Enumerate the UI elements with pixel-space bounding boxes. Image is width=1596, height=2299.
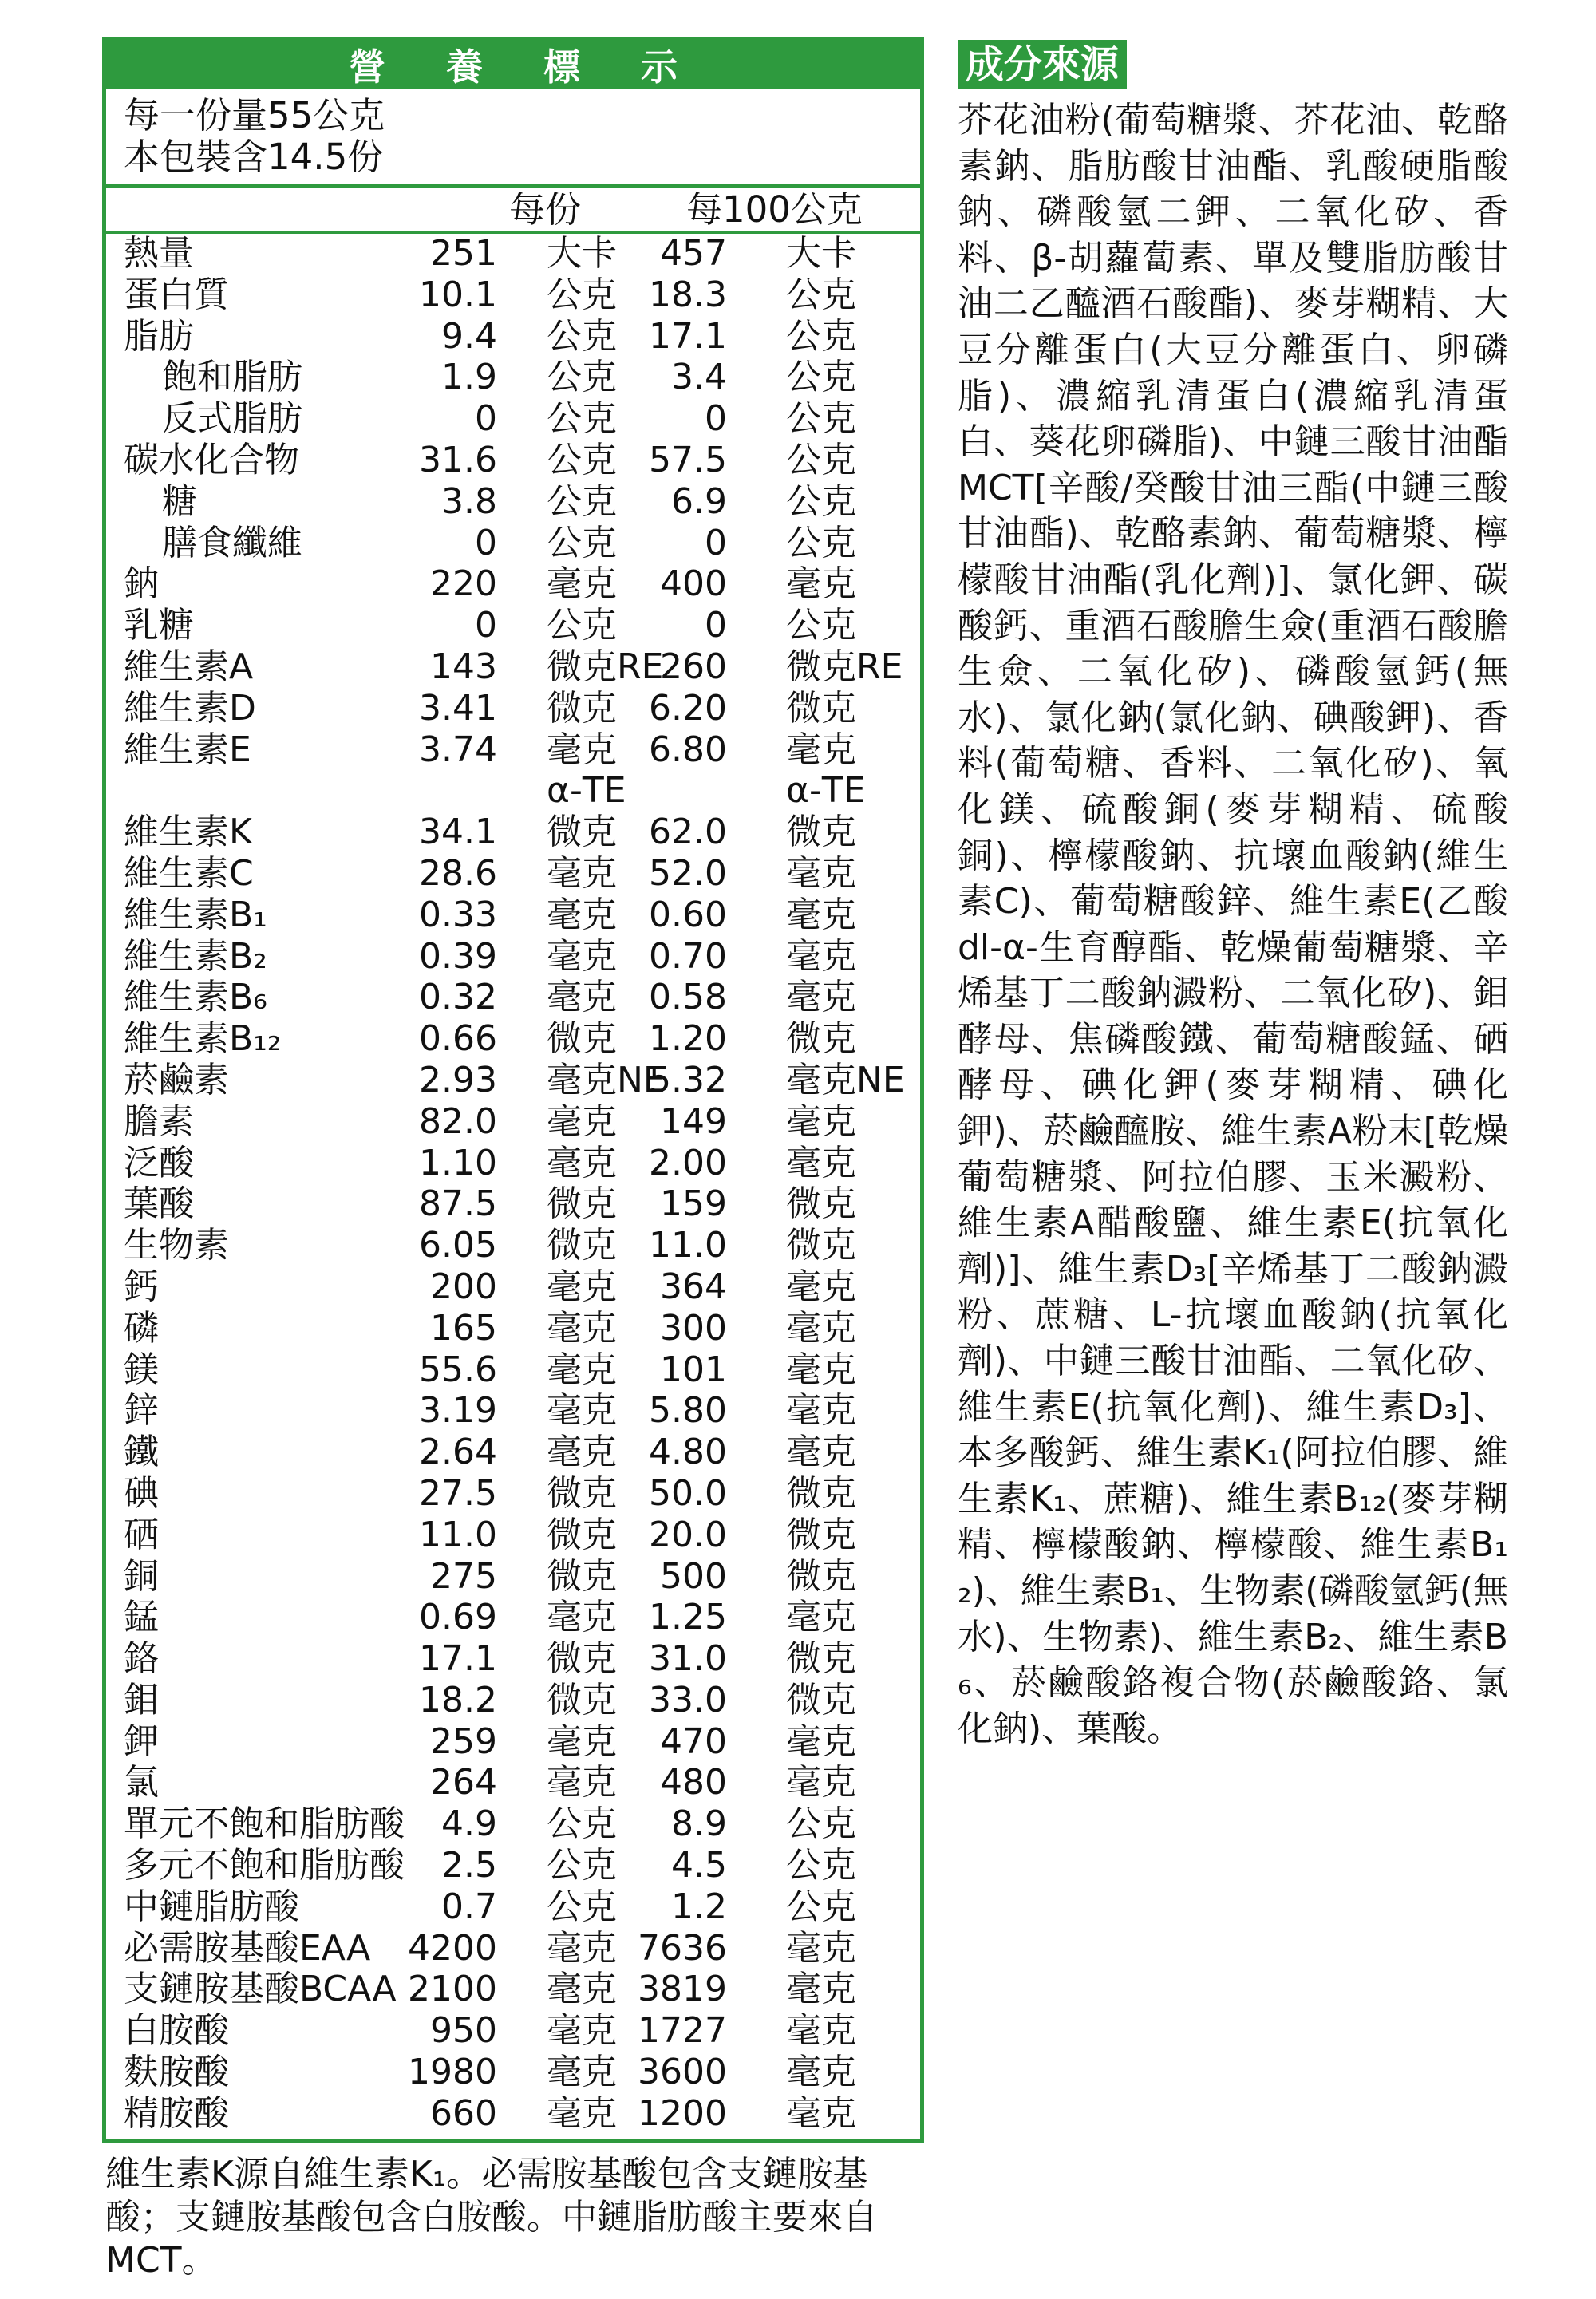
per-serving-value: 275 — [430, 1555, 497, 1597]
nutrient-label: 熱量 — [124, 233, 194, 274]
per-serving-unit: α-TE — [547, 770, 626, 812]
per-serving-value: 10.1 — [419, 274, 497, 315]
nutrition-row — [106, 1762, 920, 1803]
per-100g-value: 3.4 — [671, 357, 727, 398]
per-serving-value: 264 — [430, 1762, 497, 1803]
nutrient-label: 白胺酸 — [124, 2010, 229, 2052]
per-serving-value: 0.69 — [419, 1597, 497, 1638]
per-serving-unit: 毫克 — [547, 1432, 617, 1473]
nutrient-label: 鉀 — [124, 1720, 159, 1762]
per-serving-unit: 毫克 — [547, 729, 617, 770]
per-serving-unit: 毫克 — [547, 1142, 617, 1183]
per-100g-unit: 毫克 — [786, 1390, 856, 1432]
nutrition-row — [106, 812, 920, 853]
nutrition-row — [106, 1473, 920, 1515]
per-100g-value: 0.60 — [649, 894, 727, 935]
nutrition-row — [106, 1266, 920, 1308]
per-serving-value: 3.8 — [441, 480, 497, 522]
per-serving-unit: 毫克 — [547, 1969, 617, 2010]
per-serving-unit: 公克 — [547, 1803, 617, 1845]
nutrient-label: 硒 — [124, 1514, 159, 1555]
per-serving-unit: 毫克 — [547, 1307, 617, 1349]
nutrition-row — [106, 1432, 920, 1473]
per-100g-value: 57.5 — [649, 439, 727, 480]
per-100g-value: 4.80 — [649, 1432, 727, 1473]
nutrient-label: 鐵 — [124, 1432, 159, 1473]
nutrition-row — [106, 1018, 920, 1060]
nutrition-row — [106, 1349, 920, 1391]
per-serving-value: 28.6 — [419, 852, 497, 894]
per-100g-value: 50.0 — [649, 1472, 727, 1514]
per-serving-value: 6.05 — [419, 1225, 497, 1266]
per-100g-value: 52.0 — [649, 852, 727, 894]
nutrition-row — [106, 1803, 920, 1845]
per-serving-value: 2100 — [408, 1969, 497, 2010]
per-serving-value: 17.1 — [419, 1638, 497, 1680]
per-serving-value: 27.5 — [419, 1472, 497, 1514]
nutrition-row — [106, 853, 920, 895]
nutrient-label: 碳水化合物 — [124, 439, 299, 480]
per-serving-unit: 毫克 — [547, 2092, 617, 2134]
per-serving-value: 3.19 — [419, 1390, 497, 1432]
per-100g-unit: 毫克 — [786, 894, 856, 935]
per-100g-value: 0.58 — [649, 977, 727, 1018]
per-serving-value: 82.0 — [419, 1100, 497, 1142]
nutrient-label: 維生素B₂ — [124, 935, 267, 977]
nutrition-row — [106, 523, 920, 564]
per-100g-unit: 公克 — [786, 605, 856, 646]
per-serving-value: 220 — [430, 563, 497, 605]
per-serving-value: 251 — [430, 233, 497, 274]
per-100g-value: 0.70 — [649, 935, 727, 977]
per-100g-value: 0 — [705, 398, 727, 440]
nutrition-row — [106, 1183, 920, 1225]
per-100g-value: 11.0 — [649, 1225, 727, 1266]
per-100g-unit: 毫克 — [786, 1597, 856, 1638]
nutrition-row — [106, 1721, 920, 1763]
nutrition-row — [106, 1308, 920, 1349]
nutrient-label: 膳食纖維 — [162, 522, 302, 563]
per-serving-value: 0.33 — [419, 894, 497, 935]
per-100g-unit: 公克 — [786, 398, 856, 440]
per-100g-unit: 毫克 — [786, 2092, 856, 2134]
per-serving-value: 0.39 — [419, 935, 497, 977]
nutrition-row — [106, 1928, 920, 1969]
per-100g-value: 1.2 — [671, 1886, 727, 1927]
per-serving-value: 0 — [475, 522, 497, 563]
per-100g-value: 300 — [660, 1307, 727, 1349]
per-serving-value: 11.0 — [419, 1514, 497, 1555]
ingredients-text: 芥花油粉(葡萄糖漿、芥花油、乾酪素鈉、脂肪酸甘油酯、乳酸硬脂酸鈉、磷酸氫二鉀、二氧化矽、香料、β-胡蘿蔔素、單及雙脂肪酸甘油二乙醯酒石酸酯)、麥芽糊精、大豆分離蛋白(大豆分離蛋白、卵磷脂)、濃縮乳清蛋白(濃縮乳清蛋白、葵花卵磷脂)、中鏈三酸甘油酯MCT[辛酸/癸酸甘油三酯(中鏈三酸甘油酯)、乾酪素鈉、葡萄糖漿、檸檬酸甘油酯(乳化劑)]、氯化鉀、碳酸鈣、重酒石酸膽生僉(重酒石酸膽生僉、二氧化矽)、磷酸氫鈣(無水)、氯化鈉(氯化鈉、碘酸鉀)、香料(葡萄糖、香料、二氧化矽)、氧化鎂、硫酸銅(麥芽糊精、硫酸銅)、檸檬酸鈉、抗壞血酸鈉(維生素C)、葡萄糖酸鋅、維生素E(乙酸dl-α-生育醇酯、乾燥葡萄糖漿、辛烯基丁二酸鈉澱粉、二氧化矽)、鉬酵母、焦磷酸鐵、葡萄糖酸錳、硒酵母、碘化鉀(麥芽糊精、碘化鉀)、菸鹼醯胺、維生素A粉末[乾燥葡萄糖漿、阿拉伯膠、玉米澱粉、維生素A醋酸鹽、維生素E(抗氧化劑)]、維生素D₃[辛烯基丁二酸鈉澱粉、蔗糖、L-抗壞血酸鈉(抗氧化劑)、中鏈三酸甘油酯、二氧化矽、維生素E(抗氧化劑)、維生素D₃]、本多酸鈣、維生素K₁(阿拉伯膠、維生素K₁、蔗糖)、維生素B₁₂(麥芽糊精、檸檬酸鈉、檸檬酸、維生素B₁₂)、維生素B₁、生物素(磷酸氫鈣(無水)、生物素)、維生素B₂、維生素B₆、菸鹼酸鉻複合物(菸鹼酸鉻、氯化鈉)、葉酸。 — [958, 100, 1508, 1749]
per-serving-unit: 微克 — [547, 1638, 617, 1680]
per-100g-unit: 公克 — [786, 357, 856, 398]
nutrient-label: 乳糖 — [124, 605, 194, 646]
nutrient-label: 維生素B₁ — [124, 894, 267, 935]
per-serving-value: 143 — [430, 646, 497, 687]
per-serving-value: 660 — [430, 2092, 497, 2134]
per-serving-value: 0.32 — [419, 977, 497, 1018]
per-serving-unit: 公克 — [547, 398, 617, 440]
per-100g-unit: 毫克 — [786, 1100, 856, 1142]
nutrient-label: 維生素K — [124, 812, 252, 853]
nutrient-label: 鈉 — [124, 563, 159, 605]
per-serving-unit: 微克RE — [547, 646, 664, 687]
per-serving-value: 2.5 — [441, 1845, 497, 1886]
nutrition-row — [106, 895, 920, 936]
per-serving-value: 950 — [430, 2010, 497, 2052]
nutrient-label: 鈣 — [124, 1266, 159, 1307]
per-100g-unit: 毫克 — [786, 2052, 856, 2093]
nutrition-row — [106, 2010, 920, 2052]
per-100g-unit: 微克 — [786, 687, 856, 729]
ingredients-title: 成分來源 — [958, 40, 1127, 89]
per-100g-unit: 毫克 — [786, 1432, 856, 1473]
per-100g-value: 33.0 — [649, 1679, 727, 1720]
per-serving-value: 87.5 — [419, 1183, 497, 1225]
per-100g-unit: 毫克 — [786, 1349, 856, 1390]
per-100g-value: 5.32 — [649, 1059, 727, 1100]
per-100g-unit: 毫克 — [786, 1266, 856, 1307]
per-serving-unit: 毫克 — [547, 1762, 617, 1803]
per-100g-value: 480 — [660, 1762, 727, 1803]
per-serving-unit: 微克 — [547, 1183, 617, 1225]
servings-per-package: 本包裝含14.5份 — [124, 136, 384, 178]
per-100g-unit: 微克 — [786, 1183, 856, 1225]
per-serving-unit: 公克 — [547, 480, 617, 522]
per-serving-value: 9.4 — [441, 315, 497, 357]
per-serving-value: 2.93 — [419, 1059, 497, 1100]
nutrition-row — [106, 481, 920, 523]
nutrition-row — [106, 1969, 920, 2010]
nutrition-title-char: 養 — [446, 45, 483, 89]
per-100g-unit: 毫克 — [786, 852, 856, 894]
per-100g-unit: 微克 — [786, 1638, 856, 1680]
nutrient-label: 鉻 — [124, 1638, 159, 1680]
per-serving-value: 0.66 — [419, 1018, 497, 1060]
per-100g-unit: 毫克 — [786, 935, 856, 977]
per-100g-value: 3600 — [638, 2052, 727, 2093]
per-100g-unit: 毫克 — [786, 1969, 856, 2010]
per-100g-value: 500 — [660, 1555, 727, 1597]
nutrition-title-char: 示 — [641, 45, 678, 89]
per-100g-value: 101 — [660, 1349, 727, 1390]
per-100g-unit: 公克 — [786, 480, 856, 522]
per-100g-unit: 毫克 — [786, 1762, 856, 1803]
serving-size: 每一份量55公克 — [124, 94, 385, 136]
nutrient-label: 鎂 — [124, 1349, 159, 1390]
nutrition-row — [106, 770, 920, 812]
per-100g-value: 17.1 — [649, 315, 727, 357]
nutrient-label: 飽和脂肪 — [162, 357, 302, 398]
per-serving-unit: 毫克 — [547, 935, 617, 977]
per-serving-value: 165 — [430, 1307, 497, 1349]
nutrient-label: 氯 — [124, 1762, 159, 1803]
nutrient-label: 麩胺酸 — [124, 2052, 229, 2093]
nutrition-rows — [106, 233, 920, 2135]
per-100g-unit: 毫克 — [786, 1307, 856, 1349]
per-100g-unit: 大卡 — [786, 233, 856, 274]
per-serving-unit: 微克 — [547, 687, 617, 729]
nutrition-title-char: 標 — [543, 45, 580, 89]
nutrition-row — [106, 2052, 920, 2093]
nutrition-row — [106, 1597, 920, 1638]
per-100g-value: 1.20 — [649, 1018, 727, 1060]
per-serving-unit: 公克 — [547, 1845, 617, 1886]
per-100g-value: 7636 — [638, 1927, 727, 1969]
nutrient-label: 鉬 — [124, 1679, 159, 1720]
nutrition-row — [106, 1638, 920, 1680]
nutrition-row — [106, 563, 920, 605]
per-serving-value: 3.74 — [419, 729, 497, 770]
nutrition-header — [106, 41, 920, 89]
per-serving-unit: 微克 — [547, 1679, 617, 1720]
nutrient-label: 維生素A — [124, 646, 254, 687]
nutrient-label: 生物素 — [124, 1225, 229, 1266]
nutrient-label: 必需胺基酸EAA — [124, 1927, 371, 1969]
per-100g-unit: 微克RE — [786, 646, 903, 687]
per-serving-unit: 毫克 — [547, 1720, 617, 1762]
per-100g-value: 5.80 — [649, 1390, 727, 1432]
per-100g-value: 31.0 — [649, 1638, 727, 1680]
per-100g-unit: 毫克 — [786, 1927, 856, 1969]
nutrition-row — [106, 1886, 920, 1928]
per-serving-unit: 毫克 — [547, 894, 617, 935]
nutrient-label: 單元不飽和脂肪酸 — [124, 1803, 405, 1845]
per-serving-value: 18.2 — [419, 1679, 497, 1720]
per-100g-value: 20.0 — [649, 1514, 727, 1555]
per-serving-value: 1.9 — [441, 357, 497, 398]
per-100g-unit: 毫克 — [786, 1142, 856, 1183]
per-serving-unit: 毫克 — [547, 1100, 617, 1142]
per-100g-unit: 毫克 — [786, 1720, 856, 1762]
per-100g-value: 6.80 — [649, 729, 727, 770]
per-serving-unit: 毫克NE — [547, 1059, 666, 1100]
per-100g-value: 159 — [660, 1183, 727, 1225]
per-serving-unit: 公克 — [547, 357, 617, 398]
per-serving-value: 200 — [430, 1266, 497, 1307]
per-100g-unit: 微克 — [786, 812, 856, 853]
nutrition-title-char: 營 — [349, 45, 385, 89]
per-serving-value: 4200 — [408, 1927, 497, 1969]
per-serving-unit: 微克 — [547, 1555, 617, 1597]
per-serving-unit: 公克 — [547, 605, 617, 646]
nutrient-label: 膽素 — [124, 1100, 194, 1142]
per-serving-value: 259 — [430, 1720, 497, 1762]
per-serving-unit: 微克 — [547, 1018, 617, 1060]
nutrition-row — [106, 1680, 920, 1721]
per-100g-unit: 微克 — [786, 1514, 856, 1555]
per-100g-unit: 毫克NE — [786, 1059, 905, 1100]
nutrient-label: 葉酸 — [124, 1183, 194, 1225]
nutrition-table — [102, 37, 924, 2143]
per-100g-value: 6.9 — [671, 480, 727, 522]
per-serving-unit: 微克 — [547, 1472, 617, 1514]
column-header-per-serving: 每份 — [509, 188, 582, 231]
per-100g-unit: 公克 — [786, 1845, 856, 1886]
per-serving-unit: 公克 — [547, 439, 617, 480]
nutrition-row — [106, 729, 920, 771]
per-serving-unit: 毫克 — [547, 977, 617, 1018]
per-serving-unit: 微克 — [547, 812, 617, 853]
per-serving-unit: 毫克 — [547, 1927, 617, 1969]
per-100g-value: 6.20 — [649, 687, 727, 729]
per-100g-value: 4.5 — [671, 1845, 727, 1886]
nutrition-row — [106, 440, 920, 481]
per-100g-value: 1.25 — [649, 1597, 727, 1638]
nutrition-footnote: 維生素K源自維生素K₁。必需胺基酸包含支鏈胺基酸；支鏈胺基酸包含白胺酸。中鏈脂肪酸主要來自MCT。 — [105, 2154, 878, 2281]
nutrient-label: 銅 — [124, 1555, 159, 1597]
per-100g-value: 8.9 — [671, 1803, 727, 1845]
nutrition-row — [106, 398, 920, 440]
nutrient-label: 鋅 — [124, 1390, 159, 1432]
nutrient-label: 維生素C — [124, 852, 254, 894]
per-100g-unit: α-TE — [786, 770, 866, 812]
nutrient-label: 蛋白質 — [124, 274, 229, 315]
nutrient-label: 碘 — [124, 1472, 159, 1514]
per-100g-unit: 毫克 — [786, 729, 856, 770]
per-100g-unit: 公克 — [786, 439, 856, 480]
per-100g-unit: 公克 — [786, 274, 856, 315]
per-100g-value: 3819 — [638, 1969, 727, 2010]
per-100g-value: 457 — [660, 233, 727, 274]
per-100g-unit: 微克 — [786, 1472, 856, 1514]
per-100g-value: 260 — [660, 646, 727, 687]
per-100g-unit: 微克 — [786, 1225, 856, 1266]
per-serving-value: 55.6 — [419, 1349, 497, 1390]
nutrition-row — [106, 275, 920, 316]
nutrition-row — [106, 1143, 920, 1184]
nutrition-row — [106, 1225, 920, 1266]
per-serving-unit: 微克 — [547, 1514, 617, 1555]
per-100g-value: 400 — [660, 563, 727, 605]
nutrition-row — [106, 1101, 920, 1143]
per-100g-unit: 微克 — [786, 1018, 856, 1060]
nutrient-label: 中鏈脂肪酸 — [124, 1886, 299, 1927]
nutrition-row — [106, 233, 920, 275]
per-100g-value: 2.00 — [649, 1142, 727, 1183]
per-serving-value: 1980 — [408, 2052, 497, 2093]
nutrient-label: 糖 — [162, 480, 197, 522]
per-100g-value: 0 — [705, 605, 727, 646]
per-100g-value: 18.3 — [649, 274, 727, 315]
nutrient-label: 維生素E — [124, 729, 251, 770]
per-serving-unit: 大卡 — [547, 233, 617, 274]
per-serving-unit: 毫克 — [547, 2010, 617, 2052]
per-100g-unit: 公克 — [786, 1886, 856, 1927]
per-serving-unit: 毫克 — [547, 1390, 617, 1432]
per-100g-unit: 毫克 — [786, 2010, 856, 2052]
nutrition-row — [106, 936, 920, 978]
per-100g-unit: 公克 — [786, 1803, 856, 1845]
nutrient-label: 支鏈胺基酸BCAA — [124, 1969, 397, 2010]
per-serving-unit: 毫克 — [547, 1597, 617, 1638]
per-100g-unit: 毫克 — [786, 563, 856, 605]
per-100g-unit: 微克 — [786, 1679, 856, 1720]
nutrient-label: 反式脂肪 — [162, 398, 302, 440]
nutrition-row — [106, 1556, 920, 1598]
per-100g-unit: 公克 — [786, 315, 856, 357]
per-serving-value: 0 — [475, 398, 497, 440]
per-serving-value: 3.41 — [419, 687, 497, 729]
nutrition-row — [106, 605, 920, 646]
per-100g-value: 62.0 — [649, 812, 727, 853]
nutrition-row — [106, 1060, 920, 1101]
per-serving-value: 1.10 — [419, 1142, 497, 1183]
per-serving-unit: 微克 — [547, 1225, 617, 1266]
nutrient-label: 脂肪 — [124, 315, 194, 357]
nutrient-label: 維生素B₁₂ — [124, 1018, 282, 1060]
nutrient-label: 泛酸 — [124, 1142, 194, 1183]
nutrition-row — [106, 1390, 920, 1432]
per-100g-value: 1727 — [638, 2010, 727, 2052]
nutrition-row — [106, 2093, 920, 2135]
per-serving-value: 0 — [475, 605, 497, 646]
nutrient-label: 維生素B₆ — [124, 977, 267, 1018]
nutrition-row — [106, 316, 920, 357]
per-serving-value: 4.9 — [441, 1803, 497, 1845]
nutrient-label: 菸鹼素 — [124, 1059, 229, 1100]
per-serving-value: 31.6 — [419, 439, 497, 480]
per-100g-value: 149 — [660, 1100, 727, 1142]
per-serving-unit: 公克 — [547, 274, 617, 315]
nutrient-label: 精胺酸 — [124, 2092, 229, 2134]
per-serving-value: 0.7 — [441, 1886, 497, 1927]
nutrition-row — [106, 646, 920, 688]
per-serving-value: 34.1 — [419, 812, 497, 853]
per-serving-value: 2.64 — [419, 1432, 497, 1473]
per-serving-unit: 公克 — [547, 1886, 617, 1927]
nutrition-row — [106, 1515, 920, 1556]
nutrition-row — [106, 688, 920, 729]
per-100g-unit: 毫克 — [786, 977, 856, 1018]
nutrition-row — [106, 977, 920, 1018]
per-100g-value: 470 — [660, 1720, 727, 1762]
nutrient-label: 錳 — [124, 1597, 159, 1638]
nutrient-label: 維生素D — [124, 687, 256, 729]
per-serving-unit: 毫克 — [547, 1349, 617, 1390]
column-header-per-100g: 每100公克 — [686, 188, 863, 231]
nutrient-label: 多元不飽和脂肪酸 — [124, 1845, 405, 1886]
nutrition-row — [106, 357, 920, 398]
per-100g-value: 1200 — [638, 2092, 727, 2134]
per-100g-value: 0 — [705, 522, 727, 563]
per-serving-unit: 毫克 — [547, 1266, 617, 1307]
divider — [106, 184, 920, 188]
per-100g-unit: 公克 — [786, 522, 856, 563]
per-serving-unit: 毫克 — [547, 563, 617, 605]
per-serving-unit: 毫克 — [547, 852, 617, 894]
per-100g-unit: 微克 — [786, 1555, 856, 1597]
per-serving-unit: 公克 — [547, 522, 617, 563]
per-serving-unit: 公克 — [547, 315, 617, 357]
nutrient-label: 磷 — [124, 1307, 159, 1349]
per-100g-value: 364 — [660, 1266, 727, 1307]
per-serving-unit: 毫克 — [547, 2052, 617, 2093]
nutrition-row — [106, 1845, 920, 1886]
